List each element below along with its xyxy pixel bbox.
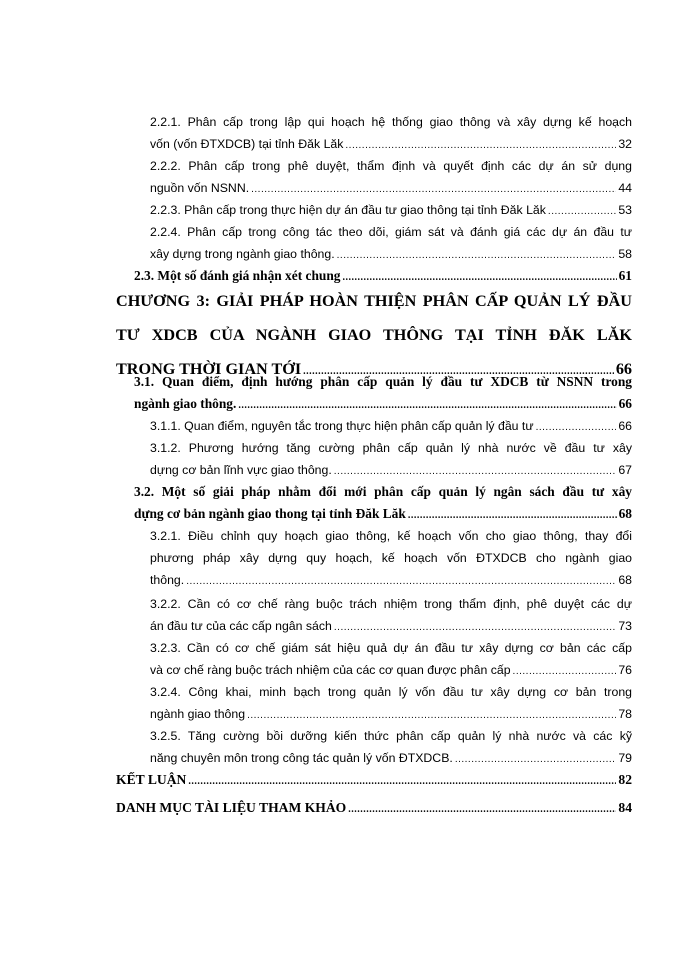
chapter-title-line: TƯ XDCB CỦA NGÀNH GIAO THÔNG TẠI TỈNH ĐĂK LĂK	[116, 326, 632, 344]
toc-entry-3-2-3[interactable]	[150, 640, 632, 684]
toc-entry-text: 3.2.2. Cần có cơ chế ràng buộc trách nhiệm trong thẩm định, phê duyệt các dự	[150, 597, 632, 611]
dot-leader	[188, 774, 616, 790]
toc-page-number: 73	[618, 619, 632, 633]
toc-page-number: 44	[618, 181, 632, 195]
toc-entry-text: năng chuyên môn trong công tác quản lý vốn ĐTXDCB.	[150, 751, 453, 765]
dot-leader	[238, 398, 616, 414]
dot-leader	[345, 138, 616, 154]
toc-entry-text: 3.2.4. Công khai, minh bạch trong quản lý vốn đầu tư xây dựng cơ bản trong	[150, 685, 632, 699]
toc-entry-text: dựng cơ bản ngành giao thong tại tỉnh Đăk Lăk	[134, 506, 406, 521]
toc-entry-text: thông.	[150, 573, 185, 587]
toc-entry-text: 3.2.1. Điều chỉnh quy hoạch giao thông, kế hoạch vốn cho giao thông, thay đổi	[150, 529, 632, 543]
toc-entry-references[interactable]	[116, 800, 632, 826]
toc-page-number: 67	[618, 463, 632, 477]
toc-entry-text: 2.2.3. Phân cấp trong thực hiện dự án đầu tư giao thông tại tỉnh Đăk Lăk	[150, 203, 546, 217]
dot-leader	[408, 508, 617, 524]
toc-entry-3-2-2[interactable]	[150, 596, 632, 640]
toc-entry-text: phương pháp xây dựng quy hoạch, kế hoạch vốn ĐTXDCB cho ngành giao	[150, 551, 632, 565]
dot-leader	[334, 620, 616, 636]
toc-page-number: 32	[618, 137, 632, 151]
toc-entry-text: 2.2.2. Phân cấp trong phê duyệt, thẩm định và quyết định các dự án sử dụng	[150, 159, 632, 173]
chapter-title-line: TRONG THỜI GIAN TỚI	[116, 360, 302, 378]
toc-entry-2-2-3[interactable]	[150, 202, 632, 224]
toc-page-number: 66	[615, 360, 632, 378]
dot-leader	[536, 420, 617, 436]
toc-entry-text: ngành giao thông.	[134, 396, 237, 411]
toc-entry-2-2-1[interactable]	[150, 114, 632, 158]
toc-page-number: 68	[618, 573, 632, 587]
dot-leader	[348, 802, 616, 818]
toc-page-number: 61	[618, 268, 632, 283]
toc-entry-text: 2.3. Một số đánh giá nhận xét chung	[134, 268, 341, 283]
toc-entry-text: nguồn vốn NSNN.	[150, 181, 250, 195]
toc-entry-3-2-1[interactable]	[150, 528, 632, 594]
toc-page-number: 78	[618, 707, 632, 721]
dot-leader	[251, 182, 616, 198]
dot-leader	[342, 270, 616, 286]
toc-page-number: 68	[618, 506, 632, 521]
toc-entry-text: dựng cơ bản lĩnh vực giao thông.	[150, 463, 332, 477]
toc-entry-text: vốn (vốn ĐTXDCB) tại tỉnh Đăk Lăk	[150, 137, 344, 151]
toc-entry-text: 2.2.1. Phân cấp trong lập qui hoạch hệ thống giao thông và xây dựng kế hoạch	[150, 115, 632, 129]
toc-entry-3-2[interactable]	[134, 484, 632, 528]
toc-entry-text: 3.2.5. Tăng cường bồi dưỡng kiến thức phân cấp quản lý nhà nước và các kỹ	[150, 729, 632, 743]
toc-page-number: 66	[618, 419, 632, 433]
toc-entry-text: KẾT LUẬN	[116, 772, 187, 787]
toc-entry-text: 3.1.1. Quan điểm, nguyên tắc trong thực hiện phân cấp quản lý đầu tư	[150, 419, 534, 433]
toc-page-number: 53	[618, 203, 632, 217]
toc-entry-2-2-4[interactable]	[150, 224, 632, 268]
toc-entry-2-3[interactable]	[134, 268, 632, 290]
toc-entry-text: và cơ chế ràng buộc trách nhiệm của các cơ quan được phân cấp	[150, 663, 511, 677]
dot-leader	[186, 574, 616, 590]
toc-entry-text: 2.2.4. Phân cấp trong công tác theo dõi, giám sát và đánh giá các dự án đầu tư	[150, 225, 632, 239]
toc-page-number: 66	[618, 396, 632, 411]
toc-page-number: 84	[618, 800, 632, 815]
toc-entry-text: xây dựng trong ngành giao thông.	[150, 247, 335, 261]
toc-entry-3-1-2[interactable]	[150, 440, 632, 484]
toc-entry-text: 3.1.2. Phương hướng tăng cường phân cấp quản lý nhà nước về đầu tư xây	[150, 441, 632, 455]
toc-entry-3-2-5[interactable]	[150, 728, 632, 772]
toc-page-number: 58	[618, 247, 632, 261]
chapter-title-line: CHƯƠNG 3: GIẢI PHÁP HOÀN THIỆN PHÂN CẤP QUẢN LÝ ĐẦU	[116, 292, 632, 310]
toc-entry-text: 3.2. Một số giải pháp nhằm đổi mới phân cấp quản lý ngân sách đầu tư xây	[134, 484, 632, 499]
toc-entry-3-1[interactable]	[134, 374, 632, 418]
toc-page-number: 82	[618, 772, 632, 787]
dot-leader	[337, 248, 617, 264]
toc-entry-3-2-4[interactable]	[150, 684, 632, 728]
toc-entry-text: 3.1. Quan điểm, định hướng phân cấp quản lý đầu tư XDCB từ NSNN trong	[134, 374, 632, 389]
toc-entry-3-1-1[interactable]	[150, 418, 632, 440]
toc-entry-2-2-2[interactable]	[150, 158, 632, 202]
toc-entry-text: DANH MỤC TÀI LIỆU THAM KHẢO	[116, 800, 347, 815]
toc-page-number: 79	[618, 751, 632, 765]
dot-leader	[548, 204, 616, 220]
toc-entry-text: ngành giao thông	[150, 707, 246, 721]
toc-entry-ket-luan[interactable]	[116, 772, 632, 798]
dot-leader	[455, 752, 617, 768]
toc-entry-text: 3.2.3. Cần có cơ chế giám sát hiệu quả dự án đầu tư xây dựng cơ bản các cấp	[150, 641, 632, 655]
dot-leader	[247, 708, 616, 724]
toc-page-number: 76	[618, 663, 632, 677]
dot-leader	[513, 664, 617, 680]
toc-entry-text: án đầu tư của các cấp ngân sách	[150, 619, 332, 633]
dot-leader	[334, 464, 617, 480]
